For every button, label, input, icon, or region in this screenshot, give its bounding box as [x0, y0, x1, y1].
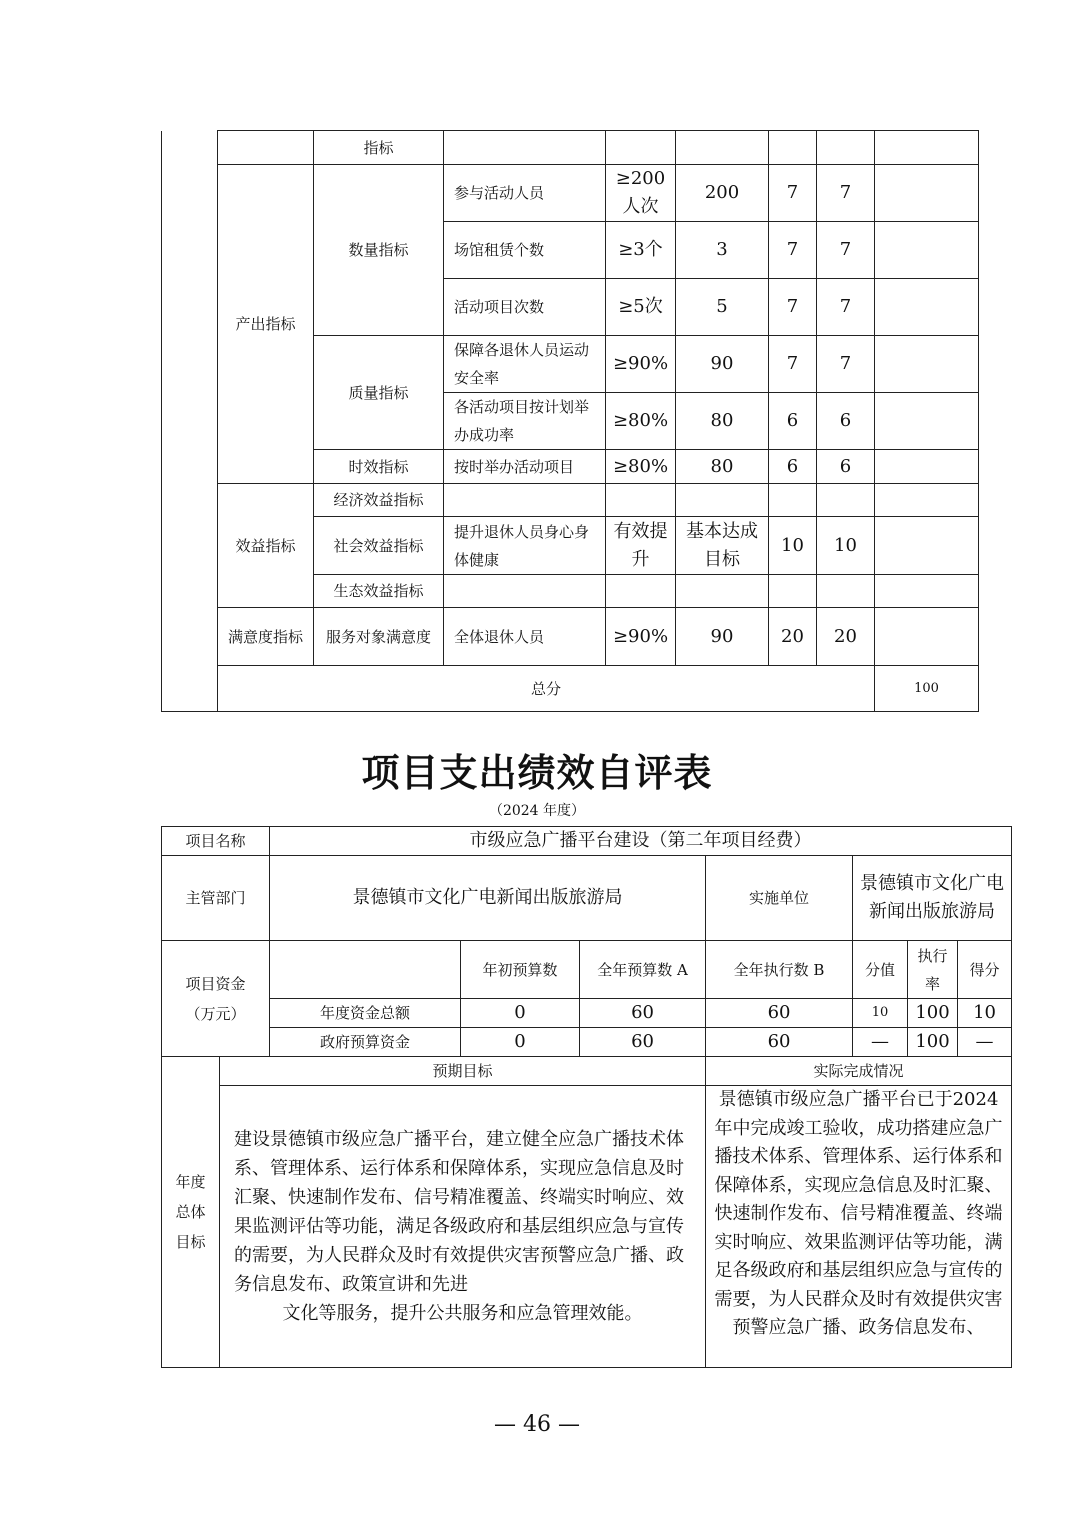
indicator-table-continued	[161, 130, 979, 712]
row-score: 7	[817, 336, 875, 393]
economic-benefit-label: 经济效益指标	[314, 484, 444, 517]
row-actual: 80	[676, 393, 769, 450]
gov-weight: —	[853, 1028, 908, 1057]
output-indicator-label: 产出指标	[218, 165, 314, 484]
expected-goal-text-last: 文化等服务，提升公共服务和应急管理效能。	[282, 1303, 643, 1324]
left-blank-cell	[162, 131, 218, 712]
total-rate: 100	[908, 999, 958, 1028]
row-weight: 7	[769, 165, 817, 222]
timeliness-indicator-label: 时效指标	[314, 450, 444, 484]
row-target: 有效提升	[606, 517, 676, 575]
row-score: 7	[817, 165, 875, 222]
gov-initial: 0	[461, 1028, 580, 1057]
social-benefit-label: 社会效益指标	[314, 517, 444, 575]
actual-completion-header: 实际完成情况	[706, 1057, 1012, 1086]
row-name: 各活动项目按计划举办成功率	[444, 393, 606, 450]
row-actual: 80	[676, 450, 769, 484]
row-target: ≥3个	[606, 222, 676, 279]
impl-label: 实施单位	[706, 856, 853, 941]
total-weight: 100	[875, 666, 979, 712]
row-target: ≥80%	[606, 393, 676, 450]
row-target: ≥5次	[606, 279, 676, 336]
row-actual: 200	[676, 165, 769, 222]
row-weight: 20	[769, 608, 817, 666]
ecological-benefit-label: 生态效益指标	[314, 575, 444, 608]
col-exec: 全年执行数 B	[706, 941, 853, 999]
row-weight: 10	[769, 517, 817, 575]
total-score: 10	[958, 999, 1012, 1028]
row-score: 10	[817, 517, 875, 575]
total-label: 总分	[218, 666, 875, 712]
row-score: 20	[817, 608, 875, 666]
row-name: 场馆租赁个数	[444, 222, 606, 279]
row-actual: 5	[676, 279, 769, 336]
gov-exec: 60	[706, 1028, 853, 1057]
benefit-indicator-label: 效益指标	[218, 484, 314, 608]
expected-goal-text: 建设景德镇市级应急广播平台，建立健全应急广播技术体系、管理体系、运行体系和保障体系，实现应急信息及时汇聚、快速制作发布、信号精准覆盖、终端实时响应、效果监测评估等功能，满足各级政府和基层组织应急与宣传的需要，为人民群众及时有效提供灾害预警应急广播、政务信息发布、政策宣讲和先进	[234, 1129, 684, 1295]
row-weight: 6	[769, 393, 817, 450]
dept-label: 主管部门	[162, 856, 270, 941]
satisfaction-sub-label: 服务对象满意度	[314, 608, 444, 666]
total-funds-label: 年度资金总额	[270, 999, 461, 1028]
performance-self-eval-table	[161, 826, 1012, 1368]
gov-funds-label: 政府预算资金	[270, 1028, 461, 1057]
row-score: 6	[817, 450, 875, 484]
row-weight: 7	[769, 279, 817, 336]
funds-label-cell	[162, 941, 270, 1057]
dept-value: 景德镇市文化广电新闻出版旅游局	[270, 856, 706, 941]
funds-label: 项目资金	[185, 974, 246, 993]
row-name: 按时举办活动项目	[444, 450, 606, 484]
gov-rate: 100	[908, 1028, 958, 1057]
gov-annual: 60	[580, 1028, 706, 1057]
total-annual: 60	[580, 999, 706, 1028]
row-score: 7	[817, 279, 875, 336]
row-target: ≥90%	[606, 608, 676, 666]
row-name: 全体退休人员	[444, 608, 606, 666]
col-score: 得分	[958, 941, 1012, 999]
quantity-indicator-label: 数量指标	[314, 165, 444, 336]
row-target: ≥90%	[606, 336, 676, 393]
row-weight: 7	[769, 336, 817, 393]
row-name: 保障各退休人员运动安全率	[444, 336, 606, 393]
col-weight: 分值	[853, 941, 908, 999]
indicator-header-cont: 指标	[314, 131, 444, 165]
project-name: 市级应急广播平台建设（第二年项目经费）	[270, 827, 1012, 856]
row-name: 活动项目次数	[444, 279, 606, 336]
quality-indicator-label: 质量指标	[314, 336, 444, 450]
expected-goal-text-cell	[220, 1086, 706, 1368]
col-rate: 执行率	[908, 941, 958, 999]
row-score: 7	[817, 222, 875, 279]
page-number: — 46 —	[494, 1412, 580, 1437]
gov-score: —	[958, 1028, 1012, 1057]
row-actual: 90	[676, 608, 769, 666]
project-name-label: 项目名称	[162, 827, 270, 856]
row-name: 提升退休人员身心身体健康	[444, 517, 606, 575]
col-initial: 年初预算数	[461, 941, 580, 999]
impl-value: 景德镇市文化广电新闻出版旅游局	[853, 856, 1012, 941]
satisfaction-indicator-label: 满意度指标	[218, 608, 314, 666]
actual-completion-text: 景德镇市级应急广播平台已于2024年中完成竣工验收，成功搭建应急广播技术体系、管理体系、运行体系和保障体系，实现应急信息及时汇聚、快速制作发布、信号精准覆盖、终端实时响应、效果监测评估等功能，满足各级政府和基层组织应急与宣传的需要，为人民群众及时有效提供灾害预警应急广播、政务信息发布、	[706, 1086, 1012, 1368]
funds-unit: （万元）	[185, 1004, 246, 1023]
blank-cell	[218, 131, 314, 165]
row-target: ≥200人次	[606, 165, 676, 222]
row-name: 参与活动人员	[444, 165, 606, 222]
annual-goal-label: 年度总体目标	[162, 1057, 220, 1368]
page-title: 项目支出绩效自评表	[361, 750, 713, 795]
expected-goal-header: 预期目标	[220, 1057, 706, 1086]
row-weight: 7	[769, 222, 817, 279]
year-subtitle: （2024 年度）	[488, 803, 586, 819]
row-actual: 3	[676, 222, 769, 279]
row-target: ≥80%	[606, 450, 676, 484]
total-weight: 10	[853, 999, 908, 1028]
total-exec: 60	[706, 999, 853, 1028]
col-annual: 全年预算数 A	[580, 941, 706, 999]
row-actual: 基本达成目标	[676, 517, 769, 575]
row-score: 6	[817, 393, 875, 450]
row-weight: 6	[769, 450, 817, 484]
row-actual: 90	[676, 336, 769, 393]
total-initial: 0	[461, 999, 580, 1028]
